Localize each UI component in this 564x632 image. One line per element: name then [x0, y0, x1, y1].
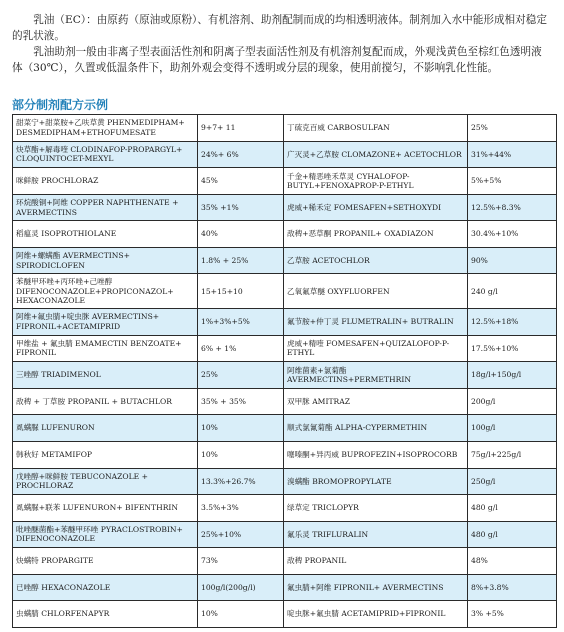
- formulation-name: 甜菜宁+甜菜胺+乙呋草黄 PHENMEDIPHAM+ DESMEDIPHAM+ETHOFUMESATE: [13, 115, 198, 142]
- formulation-name: 氟节胺+仲丁灵 FLUMETRALIN+ BUTRALIN: [284, 309, 468, 336]
- formulation-content: 35% +1%: [198, 194, 284, 221]
- table-row: [13, 168, 557, 195]
- formulation-name: 阿维+氟虫腈+啶虫脒 AVERMECTINS+ FIPRONIL+ACETAMIPRID: [13, 309, 198, 336]
- formulation-name: 啶虫脒+氟虫腈 ACETAMIPRID+FIPRONIL: [284, 601, 468, 628]
- formulation-name: 氟虫腈+阿维 FIPRONIL+ AVERMECTINS: [284, 574, 468, 601]
- formulation-name: 吡唑醚菌酯+苯醚甲环唑 PYRACLOSTROBIN+ DIFENOCONAZOLE: [13, 521, 198, 548]
- table-row: [13, 221, 557, 248]
- formulation-content: 100g/l: [468, 415, 557, 442]
- formulation-content: 8%+3.8%: [468, 574, 557, 601]
- table-row: [13, 115, 557, 142]
- formulation-content: 90%: [468, 247, 557, 274]
- formulation-name: 双甲脒 AMITRAZ: [284, 388, 468, 415]
- table-row: [13, 309, 557, 336]
- formulation-name: 阿维菌素+氯菊酯 AVERMECTINS+PERMETHRIN: [284, 362, 468, 389]
- formulation-content: 25%: [198, 362, 284, 389]
- formulation-content: 10%: [198, 415, 284, 442]
- formulation-name: 已唑醇 HEXACONAZOLE: [13, 574, 198, 601]
- section-title: 部分制剂配方示例: [12, 98, 109, 112]
- formulation-content: 10%: [198, 601, 284, 628]
- formulation-content: 3% +5%: [468, 601, 557, 628]
- formulation-name: 虱螨脲+联苯 LUFENURON+ BIFENTHRIN: [13, 495, 198, 522]
- table-row: [13, 274, 557, 309]
- formulation-name: 虫螨腈 CHLORFENAPYR: [13, 601, 198, 628]
- formulation-name: 敌稗 + 丁草胺 PROPANIL + BUTACHLOR: [13, 388, 198, 415]
- formulation-name: 炔螨特 PROPARGITE: [13, 548, 198, 575]
- formulation-name: 顺式氯氰菊酯 ALPHA-CYPERMETHIN: [284, 415, 468, 442]
- formulation-name: 阿维+螺螨酯 AVERMECTINS+ SPIRODICLOFEN: [13, 247, 198, 274]
- intro-paragraph-2: 乳油助剂一般由非离子型表面活性剂和阴离子型表面活性剂及有机溶剂复配而成，外观浅黄色至棕红色透明液体（30℃），久置或低温条件下，助剂外观会变得不透明或分层的现象，使用前搅匀，不影响乳化性能。: [12, 46, 542, 74]
- formulation-name: 三唑醇 TRIADIMENOL: [13, 362, 198, 389]
- formulation-content: 480 g/l: [468, 521, 557, 548]
- formulation-content: 6% + 1%: [198, 335, 284, 362]
- table-row: [13, 495, 557, 522]
- intro-paragraph-1: 乳油（EC）：由原药（原油或原粉）、有机溶剂、助剂配制而成的均相透明液体。制剂加入水中能形成相对稳定的乳状液。: [12, 14, 547, 42]
- formulation-name: 乙草胺 ACETOCHLOR: [284, 247, 468, 274]
- formulation-content: 13.3%+26.7%: [198, 468, 284, 495]
- formulation-name: 敌稗 PROPANIL: [284, 548, 468, 575]
- formulation-content: 75g/l+225g/l: [468, 441, 557, 468]
- formulation-name: 千金+精恶唑禾草灵 CYHALOFOP-BUTYL+FENOXAPROP-P-ETHYL: [284, 168, 468, 195]
- formulation-content: 12.5%+18%: [468, 309, 557, 336]
- formulation-content: 31%+44%: [468, 141, 557, 168]
- table-row: [13, 335, 557, 362]
- formulation-content: 250g/l: [468, 468, 557, 495]
- formulation-content: 12.5%+8.3%: [468, 194, 557, 221]
- table-row: [13, 548, 557, 575]
- formulation-name: 虎威+精喹 FOMESAFEN+QUIZALOFOP-P-ETHYL: [284, 335, 468, 362]
- table-row: [13, 388, 557, 415]
- table-row: [13, 521, 557, 548]
- formulation-content: 18g/l+150g/l: [468, 362, 557, 389]
- formulation-content: 73%: [198, 548, 284, 575]
- formulation-content: 25%+10%: [198, 521, 284, 548]
- table-row: [13, 362, 557, 389]
- table-row: [13, 415, 557, 442]
- formulation-content: 45%: [198, 168, 284, 195]
- formulation-name: 咪鲜胺 PROCHLORAZ: [13, 168, 198, 195]
- formulation-table: [12, 114, 557, 628]
- formulation-content: 24%+ 6%: [198, 141, 284, 168]
- formulation-content: 30.4%+10%: [468, 221, 557, 248]
- formulation-content: 9+7+ 11: [198, 115, 284, 142]
- formulation-name: 稻瘟灵 ISOPROTHIOLANE: [13, 221, 198, 248]
- formulation-name: 噻嗪酮+异丙威 BUPROFEZIN+ISOPROCORB: [284, 441, 468, 468]
- table-row: [13, 468, 557, 495]
- formulation-name: 苯醚甲环唑+丙环唑+己唑醇 DIFENOCONAZOLE+PROPICONAZOL+ HEXACONAZOLE: [13, 274, 198, 309]
- formulation-name: 甲维盐 + 氟虫腈 EMAMECTIN BENZOATE+ FIPRONIL: [13, 335, 198, 362]
- formulation-content: 480 g/l: [468, 495, 557, 522]
- formulation-name: 虎威+稀禾定 FOMESAFEN+SETHOXYDI: [284, 194, 468, 221]
- table-row: [13, 194, 557, 221]
- formulation-table-body: [13, 115, 557, 628]
- table-row: [13, 441, 557, 468]
- formulation-content: 17.5%+10%: [468, 335, 557, 362]
- formulation-content: 3.5%+3%: [198, 495, 284, 522]
- table-row: [13, 141, 557, 168]
- intro-text: [12, 12, 552, 76]
- formulation-content: 5%+5%: [468, 168, 557, 195]
- formulation-content: 10%: [198, 441, 284, 468]
- formulation-name: 戊唑醇+咪鲜胺 TEBUCONAZOLE + PROCHLORAZ: [13, 468, 198, 495]
- formulation-name: 广灭灵+乙草胺 CLOMAZONE+ ACETOCHLOR: [284, 141, 468, 168]
- formulation-content: 48%: [468, 548, 557, 575]
- table-row: [13, 574, 557, 601]
- formulation-name: 环烷酸铜+阿维 COPPER NAPHTHENATE + AVERMECTINS: [13, 194, 198, 221]
- formulation-name: 乙氧氟草醚 OXYFLUORFEN: [284, 274, 468, 309]
- formulation-name: 炔草酯+解毒喹 CLODINAFOP-PROPARGYL+ CLOQUINTOCET-MEXYL: [13, 141, 198, 168]
- table-row: [13, 247, 557, 274]
- formulation-content: 200g/l: [468, 388, 557, 415]
- formulation-name: 绿草定 TRICLOPYR: [284, 495, 468, 522]
- formulation-content: 1.8% + 25%: [198, 247, 284, 274]
- formulation-name: 氟乐灵 TRIFLURALIN: [284, 521, 468, 548]
- formulation-name: 韩秋好 METAMIFOP: [13, 441, 198, 468]
- formulation-name: 虱螨脲 LUFENURON: [13, 415, 198, 442]
- formulation-content: 15+15+10: [198, 274, 284, 309]
- formulation-content: 40%: [198, 221, 284, 248]
- formulation-name: 丁硫克百威 CARBOSULFAN: [284, 115, 468, 142]
- formulation-content: 240 g/l: [468, 274, 557, 309]
- formulation-name: 溴螨酯 BROMOPROPYLATE: [284, 468, 468, 495]
- table-row: [13, 601, 557, 628]
- formulation-content: 25%: [468, 115, 557, 142]
- formulation-content: 100g/l(200g/l): [198, 574, 284, 601]
- formulation-name: 敌稗+恶草酮 PROPANIL+ OXADIAZON: [284, 221, 468, 248]
- formulation-content: 1%+3%+5%: [198, 309, 284, 336]
- formulation-content: 35% + 35%: [198, 388, 284, 415]
